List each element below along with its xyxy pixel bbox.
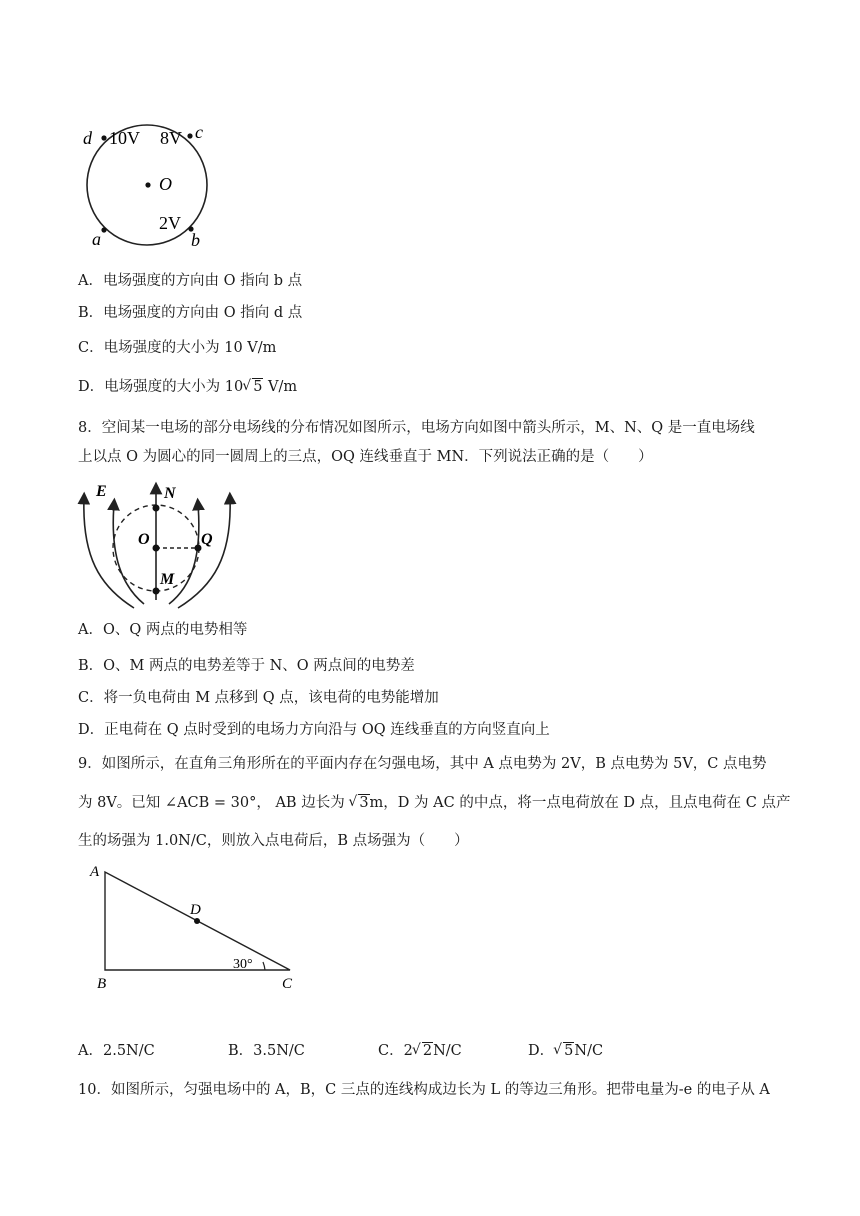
option-letter: C． (78, 340, 104, 356)
sqrt-symbol (413, 1041, 433, 1061)
q9-option-b[interactable] (228, 1041, 305, 1061)
field-line-right-inner (169, 504, 199, 604)
option-letter: B． (78, 305, 104, 321)
label-M: M (160, 571, 175, 588)
q7-option-c[interactable] (78, 338, 276, 358)
point-c (187, 133, 192, 138)
option-text: O、Q 两点的电势相等 (102, 622, 248, 638)
option-letter: A． (78, 622, 103, 638)
option-letter: B． (78, 658, 104, 674)
q9-stem-part: m，D 为 AC 的中点，将一点电荷放在 D 点，且点电荷在 C 点产 (369, 795, 791, 811)
q9-stem-line2 (78, 793, 790, 813)
option-text: 2 (403, 1043, 413, 1059)
option-text: 电场强度的大小为 10 (104, 379, 244, 395)
q8-stem-line1: 8．空间某一电场的部分电场线的分布情况如图所示，电场方向如图中箭头所示，M、N、Q 是一直电场线 (78, 420, 755, 436)
q9-stem-line1: 9．如图所示，在直角三角形所在的平面内存在匀强电场，其中 A 点电势为 2V，B 点电势为 5V，C 点电势 (78, 756, 767, 772)
point-D (194, 918, 200, 924)
q9-triangle-figure (85, 862, 305, 992)
point-N (153, 505, 160, 512)
option-letter: C． (78, 690, 104, 706)
point-M (153, 588, 160, 595)
label-C: C (282, 976, 293, 992)
option-letter: C． (378, 1043, 404, 1059)
radicand: 5 (253, 379, 263, 395)
label-O: O (159, 174, 172, 194)
label-Q: Q (201, 531, 213, 548)
field-line-right-outer (178, 498, 230, 608)
field-line-left-outer (84, 498, 134, 608)
point-O (153, 545, 160, 552)
label-A: A (90, 864, 100, 880)
point-a (101, 227, 106, 232)
q8-stem-line2: 上以点 O 为圆心的同一圆周上的三点，OQ 连线垂直于 MN．下列说法正确的是（ ） (78, 449, 653, 465)
option-text: O、M 两点的电势差等于 N、O 两点间的电势差 (103, 658, 415, 674)
q9-stem-part: 为 8V。已知 ∠ACB = 30°， AB 边长为 (78, 795, 350, 811)
sqrt-symbol (243, 377, 263, 397)
option-unit: V/m (263, 379, 298, 395)
field-line-left-inner (113, 504, 144, 604)
label-E: E (96, 483, 107, 500)
radicand: 3 (359, 795, 369, 811)
label-d: d (83, 128, 92, 148)
q7-circle-figure (75, 118, 225, 253)
q8-field-lines-figure (74, 476, 244, 612)
option-text: 将一负电荷由 M 点移到 Q 点，该电荷的电势能增加 (103, 690, 439, 706)
radicand: 5 (564, 1043, 574, 1059)
volt-d: 10V (109, 128, 140, 148)
option-text: 电场强度的方向由 O 指向 d 点 (103, 305, 303, 321)
q7-option-b[interactable] (78, 303, 302, 323)
label-D: D (190, 902, 201, 918)
option-letter: D． (528, 1043, 555, 1059)
q9-stem-line3: 生的场强为 1.0N/C，则放入点电荷后，B 点场强为（ ） (78, 833, 469, 849)
q8-option-c[interactable] (78, 688, 439, 708)
label-b: b (191, 230, 200, 250)
angle-label: 30° (233, 957, 253, 972)
option-letter: A． (78, 273, 103, 289)
q9-option-c[interactable] (378, 1041, 462, 1061)
point-O (145, 182, 150, 187)
q8-option-a[interactable] (78, 620, 247, 640)
option-letter: D． (78, 379, 105, 395)
label-B: B (97, 976, 107, 992)
option-unit: N/C (433, 1043, 462, 1059)
label-O: O (138, 531, 150, 548)
label-c: c (195, 122, 203, 142)
q7-option-d[interactable] (78, 377, 297, 397)
q9-option-d[interactable] (528, 1041, 603, 1061)
point-d (101, 135, 106, 140)
option-text: 2.5N/C (102, 1043, 155, 1059)
volt-c: 8V (160, 128, 182, 148)
q7-option-a[interactable] (78, 271, 302, 291)
option-text: 电场强度的方向由 O 指向 b 点 (102, 273, 303, 289)
label-N: N (164, 485, 176, 502)
angle-arc (263, 962, 265, 970)
q10-stem-line1: 10．如图所示，匀强电场中的 A，B，C 三点的连线构成边长为 L 的等边三角形。把带电量为-e 的电子从 A (78, 1082, 770, 1098)
option-letter: B． (228, 1043, 254, 1059)
radicand: 2 (422, 1043, 433, 1059)
label-a: a (92, 229, 101, 249)
volt-b: 2V (159, 213, 181, 233)
q8-option-b[interactable] (78, 656, 415, 676)
option-unit: N/C (574, 1043, 604, 1059)
q9-option-a[interactable] (78, 1041, 155, 1061)
sqrt-symbol (554, 1041, 574, 1061)
option-text: 正电荷在 Q 点时受到的电场力方向沿与 OQ 连线垂直的方向竖直向上 (104, 722, 550, 738)
option-letter: D． (78, 722, 105, 738)
option-text: 电场强度的大小为 10 V/m (103, 340, 277, 356)
option-text: 3.5N/C (253, 1043, 305, 1059)
sqrt-symbol (349, 793, 369, 813)
option-letter: A． (78, 1043, 103, 1059)
q8-option-d[interactable] (78, 720, 550, 740)
